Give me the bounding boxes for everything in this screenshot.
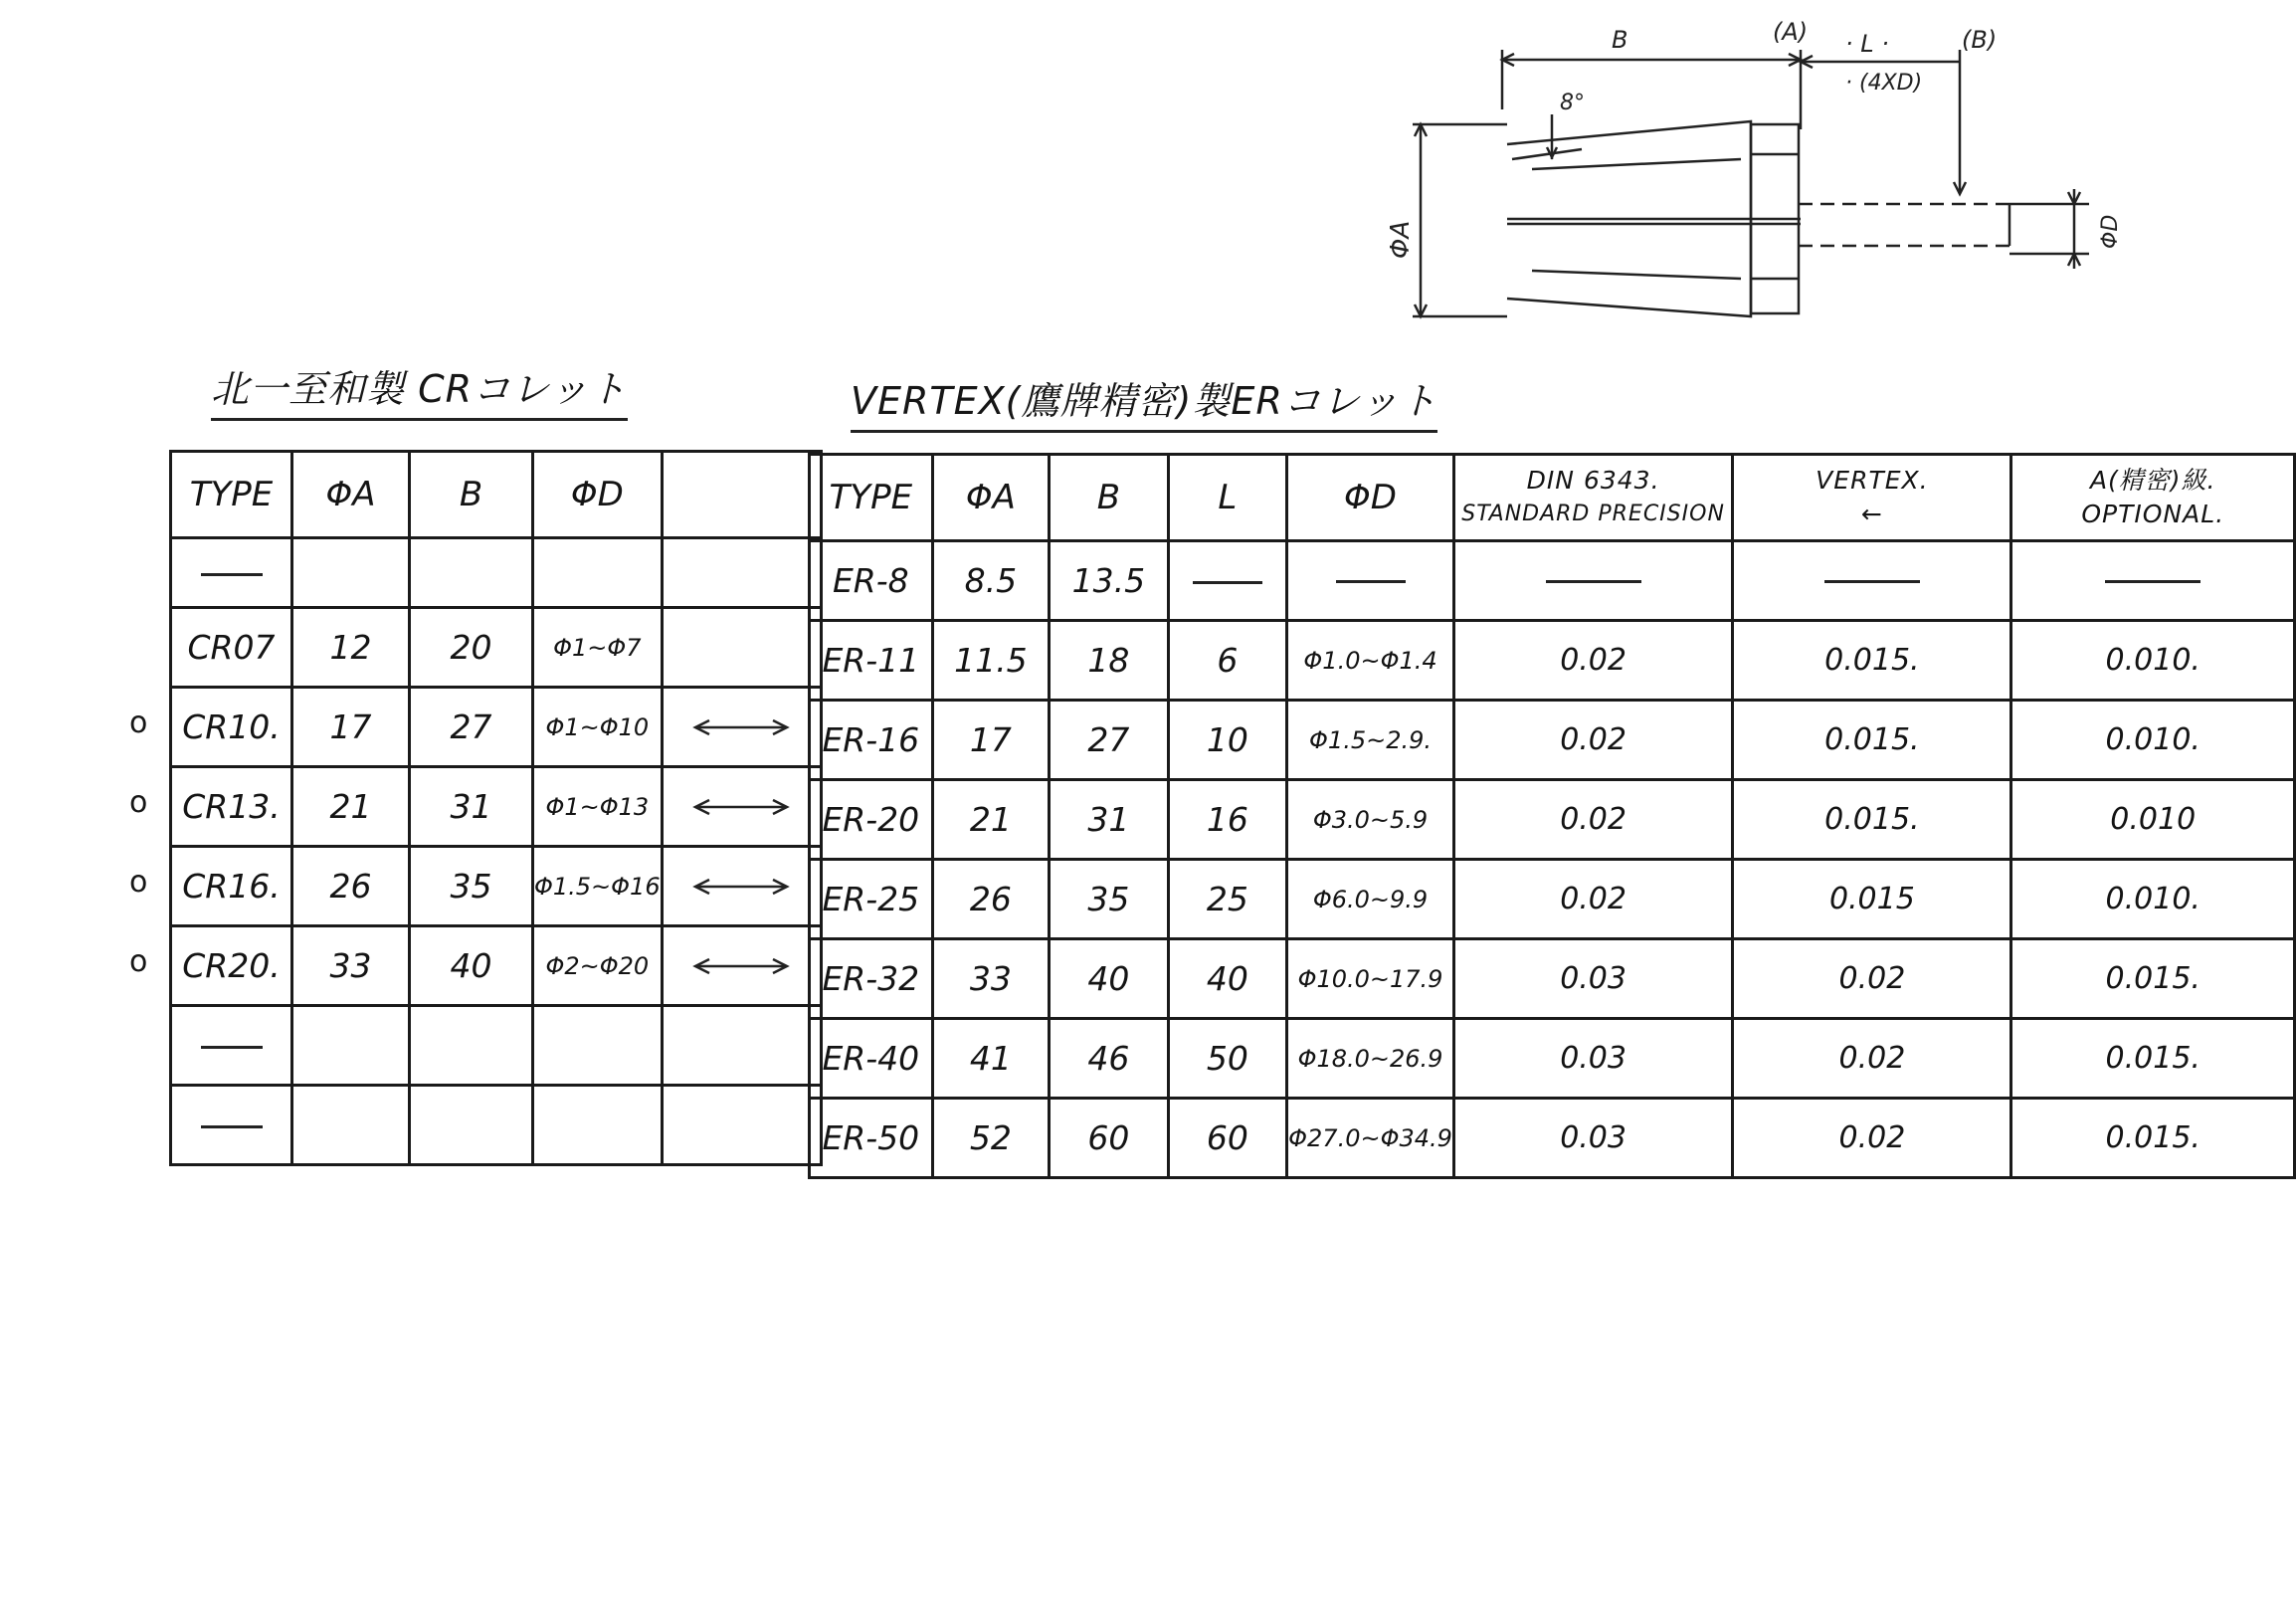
er-cell-d [1287, 541, 1454, 621]
er-table-row [810, 1019, 2295, 1099]
er-table-row [810, 541, 2295, 621]
er-cell-opt: 0.010. [2011, 860, 2295, 939]
er-cell-a: 26 [932, 860, 1050, 939]
er-cell-din: 0.03 [1453, 1019, 1732, 1099]
er-table-row [810, 621, 2295, 701]
cr-cell-arrow [662, 847, 821, 926]
cr-cell-b: 27 [410, 688, 533, 767]
er-collet-table [808, 453, 2296, 1179]
er-cell-a: 17 [932, 701, 1050, 780]
er-cell-a: 8.5 [932, 541, 1050, 621]
row-marker: o [129, 785, 148, 820]
row-marker: o [129, 706, 148, 740]
dash-mark [1193, 581, 1262, 584]
cr-cell-d: Φ1~Φ13 [533, 767, 663, 847]
cr-cell-type: CR20. [171, 926, 292, 1006]
er-header-a: ΦA [932, 455, 1050, 541]
er-cell-opt: 0.015. [2011, 1019, 2295, 1099]
dash-mark [201, 573, 263, 576]
cr-cell-arrow [662, 688, 821, 767]
er-cell-d: Φ6.0~9.9 [1287, 860, 1454, 939]
er-cell-l: 25 [1168, 860, 1286, 939]
dash-mark [2105, 580, 2200, 583]
er-cell-l: 50 [1168, 1019, 1286, 1099]
er-cell-b: 18 [1050, 621, 1169, 701]
cr-cell-type: CR16. [171, 847, 292, 926]
cr-cell-arrow [662, 1086, 821, 1165]
er-header-d: ΦD [1287, 455, 1454, 541]
er-cell-a: 21 [932, 780, 1050, 860]
dash-mark [201, 1125, 263, 1128]
er-table-row [810, 860, 2295, 939]
cr-cell-type [171, 538, 292, 608]
er-table-row [810, 939, 2295, 1019]
cr-cell-a: 17 [292, 688, 410, 767]
er-cell-din: 0.02 [1453, 701, 1732, 780]
er-cell-d: Φ10.0~17.9 [1287, 939, 1454, 1019]
cr-header-a: ΦA [292, 452, 410, 538]
er-cell-type: ER-8 [810, 541, 933, 621]
er-cell-a: 11.5 [932, 621, 1050, 701]
er-cell-l [1168, 541, 1286, 621]
cr-cell-a: 21 [292, 767, 410, 847]
er-cell-b: 35 [1050, 860, 1169, 939]
cr-table-row [171, 688, 822, 767]
er-cell-b: 13.5 [1050, 541, 1169, 621]
er-cell-d: Φ3.0~5.9 [1287, 780, 1454, 860]
er-header-type: TYPE [810, 455, 933, 541]
cr-cell-type [171, 1086, 292, 1165]
er-title-text: VERTEX(鷹牌精密)製ERコレット [851, 379, 1438, 423]
er-cell-type: ER-20 [810, 780, 933, 860]
cr-cell-a: 12 [292, 608, 410, 688]
drawing-label-phi-a: ΦA [1386, 220, 1416, 259]
er-cell-din: 0.03 [1453, 939, 1732, 1019]
cr-collet-table [169, 450, 823, 1166]
er-cell-vertex: 0.015. [1733, 701, 2011, 780]
er-cell-b: 27 [1050, 701, 1169, 780]
er-cell-l: 6 [1168, 621, 1286, 701]
er-title [851, 370, 1437, 425]
er-cell-opt: 0.015. [2011, 1099, 2295, 1178]
cr-cell-d [533, 538, 663, 608]
er-header-din [1453, 455, 1732, 541]
cr-table-row [171, 1006, 822, 1086]
er-cell-d: Φ27.0~Φ34.9 [1287, 1099, 1454, 1178]
cr-cell-b: 35 [410, 847, 533, 926]
cr-cell-type: CR13. [171, 767, 292, 847]
er-cell-type: ER-25 [810, 860, 933, 939]
er-header-vertex-2: ← [1860, 500, 1883, 528]
er-cell-l: 40 [1168, 939, 1286, 1019]
er-header-din-1: DIN 6343. [1526, 466, 1660, 495]
er-header-vertex-1: VERTEX. [1816, 466, 1929, 495]
collet-drawing [1373, 10, 2268, 338]
cr-cell-b: 20 [410, 608, 533, 688]
er-cell-opt: 0.010. [2011, 701, 2295, 780]
er-cell-type: ER-40 [810, 1019, 933, 1099]
cr-cell-d [533, 1006, 663, 1086]
er-cell-vertex: 0.02 [1733, 1099, 2011, 1178]
cr-cell-arrow [662, 538, 821, 608]
er-cell-din [1453, 541, 1732, 621]
cr-table-row [171, 767, 822, 847]
cr-table-row [171, 608, 822, 688]
er-cell-opt: 0.010. [2011, 621, 2295, 701]
er-cell-b: 60 [1050, 1099, 1169, 1178]
drawing-label-4xd: · (4XD) [1845, 71, 1923, 96]
er-header-b: B [1050, 455, 1169, 541]
er-cell-type: ER-32 [810, 939, 933, 1019]
drawing-label-b-paren: (B) [1962, 26, 1998, 54]
er-cell-b: 40 [1050, 939, 1169, 1019]
dash-mark [1546, 580, 1641, 583]
double-arrow-icon [691, 797, 791, 817]
cr-table-row [171, 1086, 822, 1165]
cr-header-d: ΦD [533, 452, 663, 538]
er-table-row [810, 780, 2295, 860]
cr-cell-d [533, 1086, 663, 1165]
double-arrow-icon [691, 717, 791, 737]
er-cell-din: 0.02 [1453, 780, 1732, 860]
er-cell-vertex: 0.02 [1733, 1019, 2011, 1099]
double-arrow-icon [691, 956, 791, 976]
dash-mark [1824, 580, 1920, 583]
er-cell-vertex: 0.02 [1733, 939, 2011, 1019]
er-cell-vertex [1733, 541, 2011, 621]
er-cell-opt [2011, 541, 2295, 621]
er-cell-a: 52 [932, 1099, 1050, 1178]
er-cell-b: 31 [1050, 780, 1169, 860]
cr-cell-a [292, 1086, 410, 1165]
cr-cell-a [292, 1006, 410, 1086]
er-cell-d: Φ18.0~26.9 [1287, 1019, 1454, 1099]
drawing-label-l: · L · [1845, 30, 1889, 58]
er-header-vertex [1733, 455, 2011, 541]
er-cell-din: 0.02 [1453, 621, 1732, 701]
er-table-row [810, 701, 2295, 780]
cr-header-b: B [410, 452, 533, 538]
cr-cell-arrow [662, 767, 821, 847]
cr-table-row [171, 926, 822, 1006]
cr-header-type: TYPE [171, 452, 292, 538]
cr-cell-arrow [662, 608, 821, 688]
row-marker: o [129, 944, 148, 979]
cr-title-text: 北一至和製 CRコレット [211, 367, 628, 411]
cr-cell-a: 33 [292, 926, 410, 1006]
er-header-opt-2: OPTIONAL. [2081, 500, 2225, 528]
row-marker: o [129, 865, 148, 900]
er-cell-type: ER-16 [810, 701, 933, 780]
er-cell-vertex: 0.015. [1733, 780, 2011, 860]
cr-cell-a: 26 [292, 847, 410, 926]
er-cell-a: 41 [932, 1019, 1050, 1099]
er-cell-b: 46 [1050, 1019, 1169, 1099]
er-cell-din: 0.02 [1453, 860, 1732, 939]
er-cell-vertex: 0.015. [1733, 621, 2011, 701]
cr-cell-b: 31 [410, 767, 533, 847]
cr-cell-d: Φ1.5~Φ16 [533, 847, 663, 926]
er-header-din-2: STANDARD PRECISION [1461, 502, 1725, 526]
er-cell-d: Φ1.0~Φ1.4 [1287, 621, 1454, 701]
cr-cell-d: Φ1~Φ10 [533, 688, 663, 767]
er-header-opt-1: A(精密)級. [2089, 466, 2216, 495]
er-cell-l: 16 [1168, 780, 1286, 860]
drawing-label-phi-d: ΦD [2098, 214, 2123, 249]
er-cell-din: 0.03 [1453, 1099, 1732, 1178]
cr-cell-b: 40 [410, 926, 533, 1006]
cr-cell-type: CR10. [171, 688, 292, 767]
cr-cell-b [410, 1006, 533, 1086]
cr-cell-type [171, 1006, 292, 1086]
cr-table-row [171, 538, 822, 608]
dash-mark [1336, 580, 1406, 583]
drawing-label-a-paren: (A) [1773, 18, 1809, 46]
cr-cell-b [410, 538, 533, 608]
cr-cell-b [410, 1086, 533, 1165]
cr-title [211, 358, 628, 413]
er-cell-a: 33 [932, 939, 1050, 1019]
er-header-optional [2011, 455, 2295, 541]
cr-cell-d: Φ2~Φ20 [533, 926, 663, 1006]
er-table-row [810, 1099, 2295, 1178]
dash-mark [201, 1046, 263, 1049]
cr-table-row [171, 847, 822, 926]
cr-cell-type: CR07 [171, 608, 292, 688]
er-cell-d: Φ1.5~2.9. [1287, 701, 1454, 780]
er-cell-vertex: 0.015 [1733, 860, 2011, 939]
cr-cell-arrow [662, 1006, 821, 1086]
er-cell-type: ER-11 [810, 621, 933, 701]
cr-header-extra [662, 452, 821, 538]
er-cell-type: ER-50 [810, 1099, 933, 1178]
drawing-label-b: B [1612, 26, 1628, 54]
er-cell-opt: 0.010 [2011, 780, 2295, 860]
er-cell-opt: 0.015. [2011, 939, 2295, 1019]
cr-cell-arrow [662, 926, 821, 1006]
drawing-label-angle: 8° [1560, 91, 1585, 115]
cr-cell-a [292, 538, 410, 608]
er-cell-l: 10 [1168, 701, 1286, 780]
cr-cell-d: Φ1~Φ7 [533, 608, 663, 688]
er-cell-l: 60 [1168, 1099, 1286, 1178]
double-arrow-icon [691, 877, 791, 897]
er-header-l: L [1168, 455, 1286, 541]
